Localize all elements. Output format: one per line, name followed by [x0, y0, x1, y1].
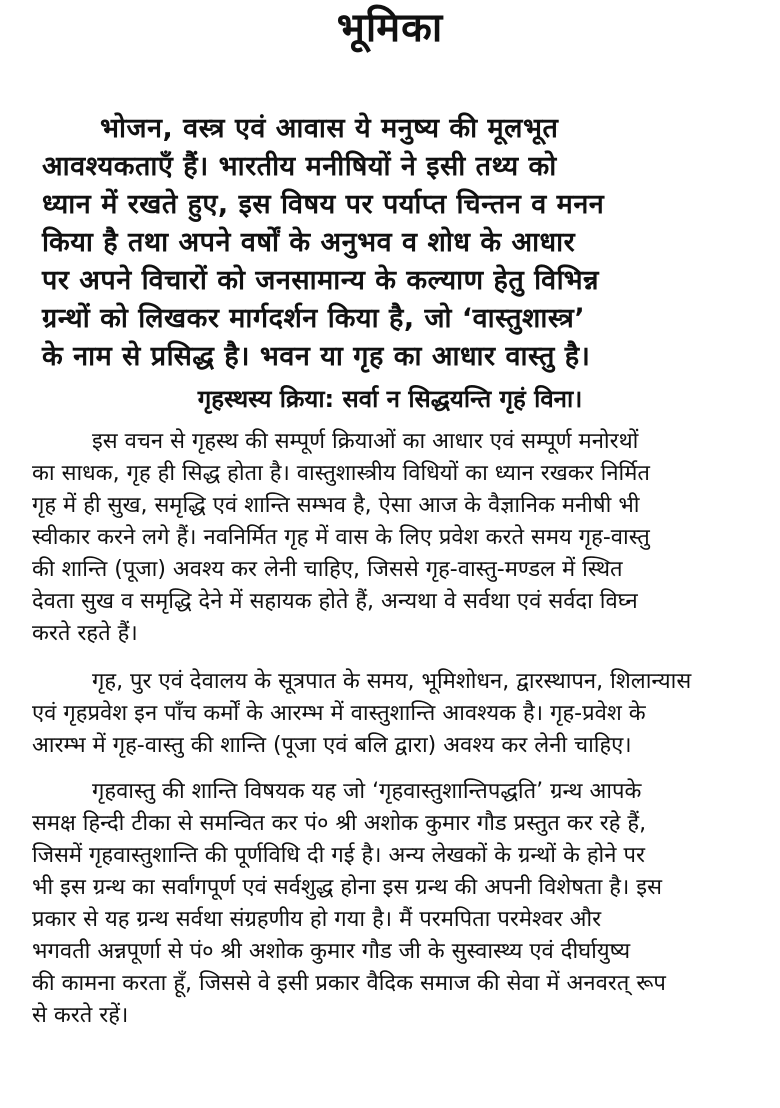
paragraph-line: गृह में ही सुख, समृद्धि एवं शान्ति सम्भव है, ऐसा आज के वैज्ञानिक मनीषी भी: [32, 493, 640, 518]
paragraph-line: जिसमें गृहवास्तुशान्ति की पूर्णविधि दी गई है। अन्य लेखकों के ग्रन्थों के होने पर: [32, 843, 645, 868]
intro-line: पर अपने विचारों को जनसामान्य के कल्याण हेतु विभिन्न: [42, 265, 600, 296]
paragraph-line: करते रहते हैं।: [32, 621, 138, 646]
paragraph-line: समक्ष हिन्दी टीका से समन्वित कर पं० श्री अशोक कुमार गौड प्रस्तुत कर रहे हैं,: [32, 811, 647, 836]
intro-line: किया है तथा अपने वर्षों के अनुभव व शोध के आधार: [42, 227, 576, 258]
paragraph-line: प्रकार से यह ग्रन्थ सर्वथा संग्रहणीय हो गया है। मैं परमपिता परमेश्वर और: [32, 907, 602, 932]
paragraph-line: से करते रहें।: [32, 1003, 129, 1028]
paragraph-line: एवं गृहप्रवेश इन पाँच कर्मों के आरम्भ में वास्तुशान्ति आवश्यक है। गृह-प्रवेश के: [32, 701, 646, 726]
paragraph-line: स्वीकार करने लगे हैं। नवनिर्मित गृह में वास के लिए प्रवेश करते समय गृह-वास्तु: [32, 525, 650, 550]
intro-line: भोजन, वस्त्र एवं आवास ये मनुष्य की मूलभूत: [100, 113, 559, 144]
intro-line: के नाम से प्रसिद्ध है। भवन या गृह का आधार वास्तु है।: [42, 341, 591, 372]
paragraph-line: भगवती अन्नपूर्णा से पं० श्री अशोक कुमार गौड जी के सुस्वास्थ्य एवं दीर्घायुष्य: [32, 939, 631, 964]
paragraph-line: भी इस ग्रन्थ का सर्वांगपूर्ण एवं सर्वशुद्ध होना इस ग्रन्थ की अपनी विशेषता है। इस: [32, 875, 662, 900]
paragraph-line: की कामना करता हूँ, जिससे वे इसी प्रकार वैदिक समाज की सेवा में अनवरत् रूप: [32, 971, 666, 996]
page-title: भूमिका: [336, 5, 444, 51]
intro-line: ध्यान में रखते हुए, इस विषय पर पर्याप्त चिन्तन व मनन: [42, 189, 605, 220]
verse-quote: गृहस्थस्य क्रिया: सर्वा न सिद्धयन्ति गृहं विना।: [197, 385, 583, 413]
paragraph-line: देवता सुख व समृद्धि देने में सहायक होते हैं, अन्यथा वे सर्वथा एवं सर्वदा विघ्न: [32, 589, 638, 614]
paragraph-line: गृहवास्तु की शान्ति विषयक यह जो ‘गृहवास्तुशान्तिपद्धति’ ग्रन्थ आपके: [92, 779, 642, 804]
intro-line: आवश्यकताएँ हैं। भारतीय मनीषियों ने इसी तथ्य को: [42, 151, 557, 182]
paragraph-line: गृह, पुर एवं देवालय के सूत्रपात के समय, भूमिशोधन, द्वारस्थापन, शिलान्यास: [92, 669, 692, 694]
paragraph-line: आरम्भ में गृह-वास्तु की शान्ति (पूजा एवं बलि द्वारा) अवश्य कर लेनी चाहिए।: [32, 733, 632, 758]
intro-line: ग्रन्थों को लिखकर मार्गदर्शन किया है, जो ‘वास्तुशास्त्र’: [42, 303, 586, 334]
paragraph-line: का साधक, गृह ही सिद्ध होता है। वास्तुशास्त्रीय विधियों का ध्यान रखकर निर्मित: [32, 461, 650, 486]
paragraph-line: की शान्ति (पूजा) अवश्य कर लेनी चाहिए, जिससे गृह-वास्तु-मण्डल में स्थित: [32, 557, 623, 582]
paragraph-line: इस वचन से गृहस्थ की सम्पूर्ण क्रियाओं का आधार एवं सम्पूर्ण मनोरथों: [92, 429, 639, 454]
